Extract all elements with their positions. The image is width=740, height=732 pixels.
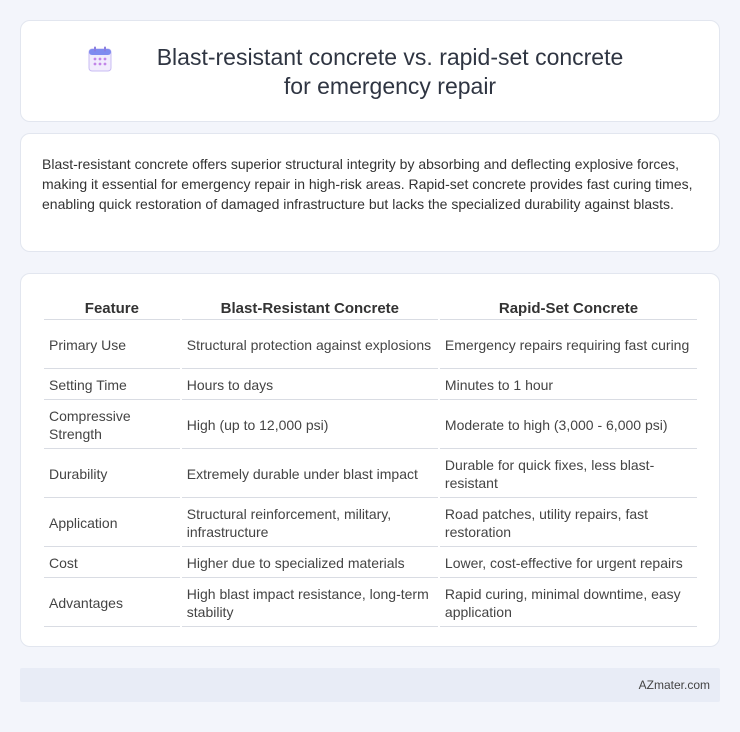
- header-rapid-set: Rapid-Set Concrete: [440, 296, 697, 320]
- feature-cell: Cost: [44, 549, 180, 578]
- feature-cell: Durability: [44, 451, 180, 498]
- rapid-cell: Lower, cost-effective for urgent repairs: [440, 549, 697, 578]
- feature-cell: Compressive Strength: [44, 402, 180, 449]
- table-row: [44, 451, 697, 498]
- table-header-row: [44, 296, 697, 320]
- table-row: [44, 371, 697, 400]
- blast-cell: High (up to 12,000 psi): [182, 402, 438, 449]
- rapid-cell: Moderate to high (3,000 - 6,000 psi): [440, 402, 697, 449]
- title-card: [20, 20, 720, 122]
- rapid-cell: Minutes to 1 hour: [440, 371, 697, 400]
- page-title: Blast-resistant concrete vs. rapid-set concrete for emergency repair: [156, 44, 624, 99]
- table-row: [44, 549, 697, 578]
- rapid-cell: Rapid curing, minimal downtime, easy application: [440, 580, 697, 627]
- intro-card: [20, 133, 720, 252]
- rapid-cell: Emergency repairs requiring fast curing: [440, 322, 697, 369]
- blast-cell: Extremely durable under blast impact: [182, 451, 438, 498]
- table-row: [44, 322, 697, 369]
- footer-site-link[interactable]: AZmater.com: [638, 678, 710, 692]
- comparison-table: [42, 294, 699, 629]
- rapid-cell: Road patches, utility repairs, fast restoration: [440, 500, 697, 547]
- table-row: [44, 500, 697, 547]
- comparison-card: [20, 273, 720, 647]
- header-blast-resistant: Blast-Resistant Concrete: [182, 296, 438, 320]
- blast-cell: Hours to days: [182, 371, 438, 400]
- intro-text: Blast-resistant concrete offers superior structural integrity by absorbing and deflecting explosive forces, making it essential for emergency repair in high-risk areas. Rapid-set concrete provides fast curing times, enabling quick restoration of damaged infrastructure but lacks the specialized durability against blasts.: [42, 156, 693, 212]
- feature-cell: Advantages: [44, 580, 180, 627]
- blast-cell: High blast impact resistance, long-term stability: [182, 580, 438, 627]
- blast-cell: Structural protection against explosions: [182, 322, 438, 369]
- table-row: [44, 580, 697, 627]
- blast-cell: Higher due to specialized materials: [182, 549, 438, 578]
- footer-bar: [20, 668, 720, 702]
- blast-cell: Structural reinforcement, military, infrastructure: [182, 500, 438, 547]
- feature-cell: Application: [44, 500, 180, 547]
- feature-cell: Setting Time: [44, 371, 180, 400]
- table-row: [44, 402, 697, 449]
- header-feature: Feature: [44, 296, 180, 320]
- feature-cell: Primary Use: [44, 322, 180, 369]
- rapid-cell: Durable for quick fixes, less blast-resistant: [440, 451, 697, 498]
